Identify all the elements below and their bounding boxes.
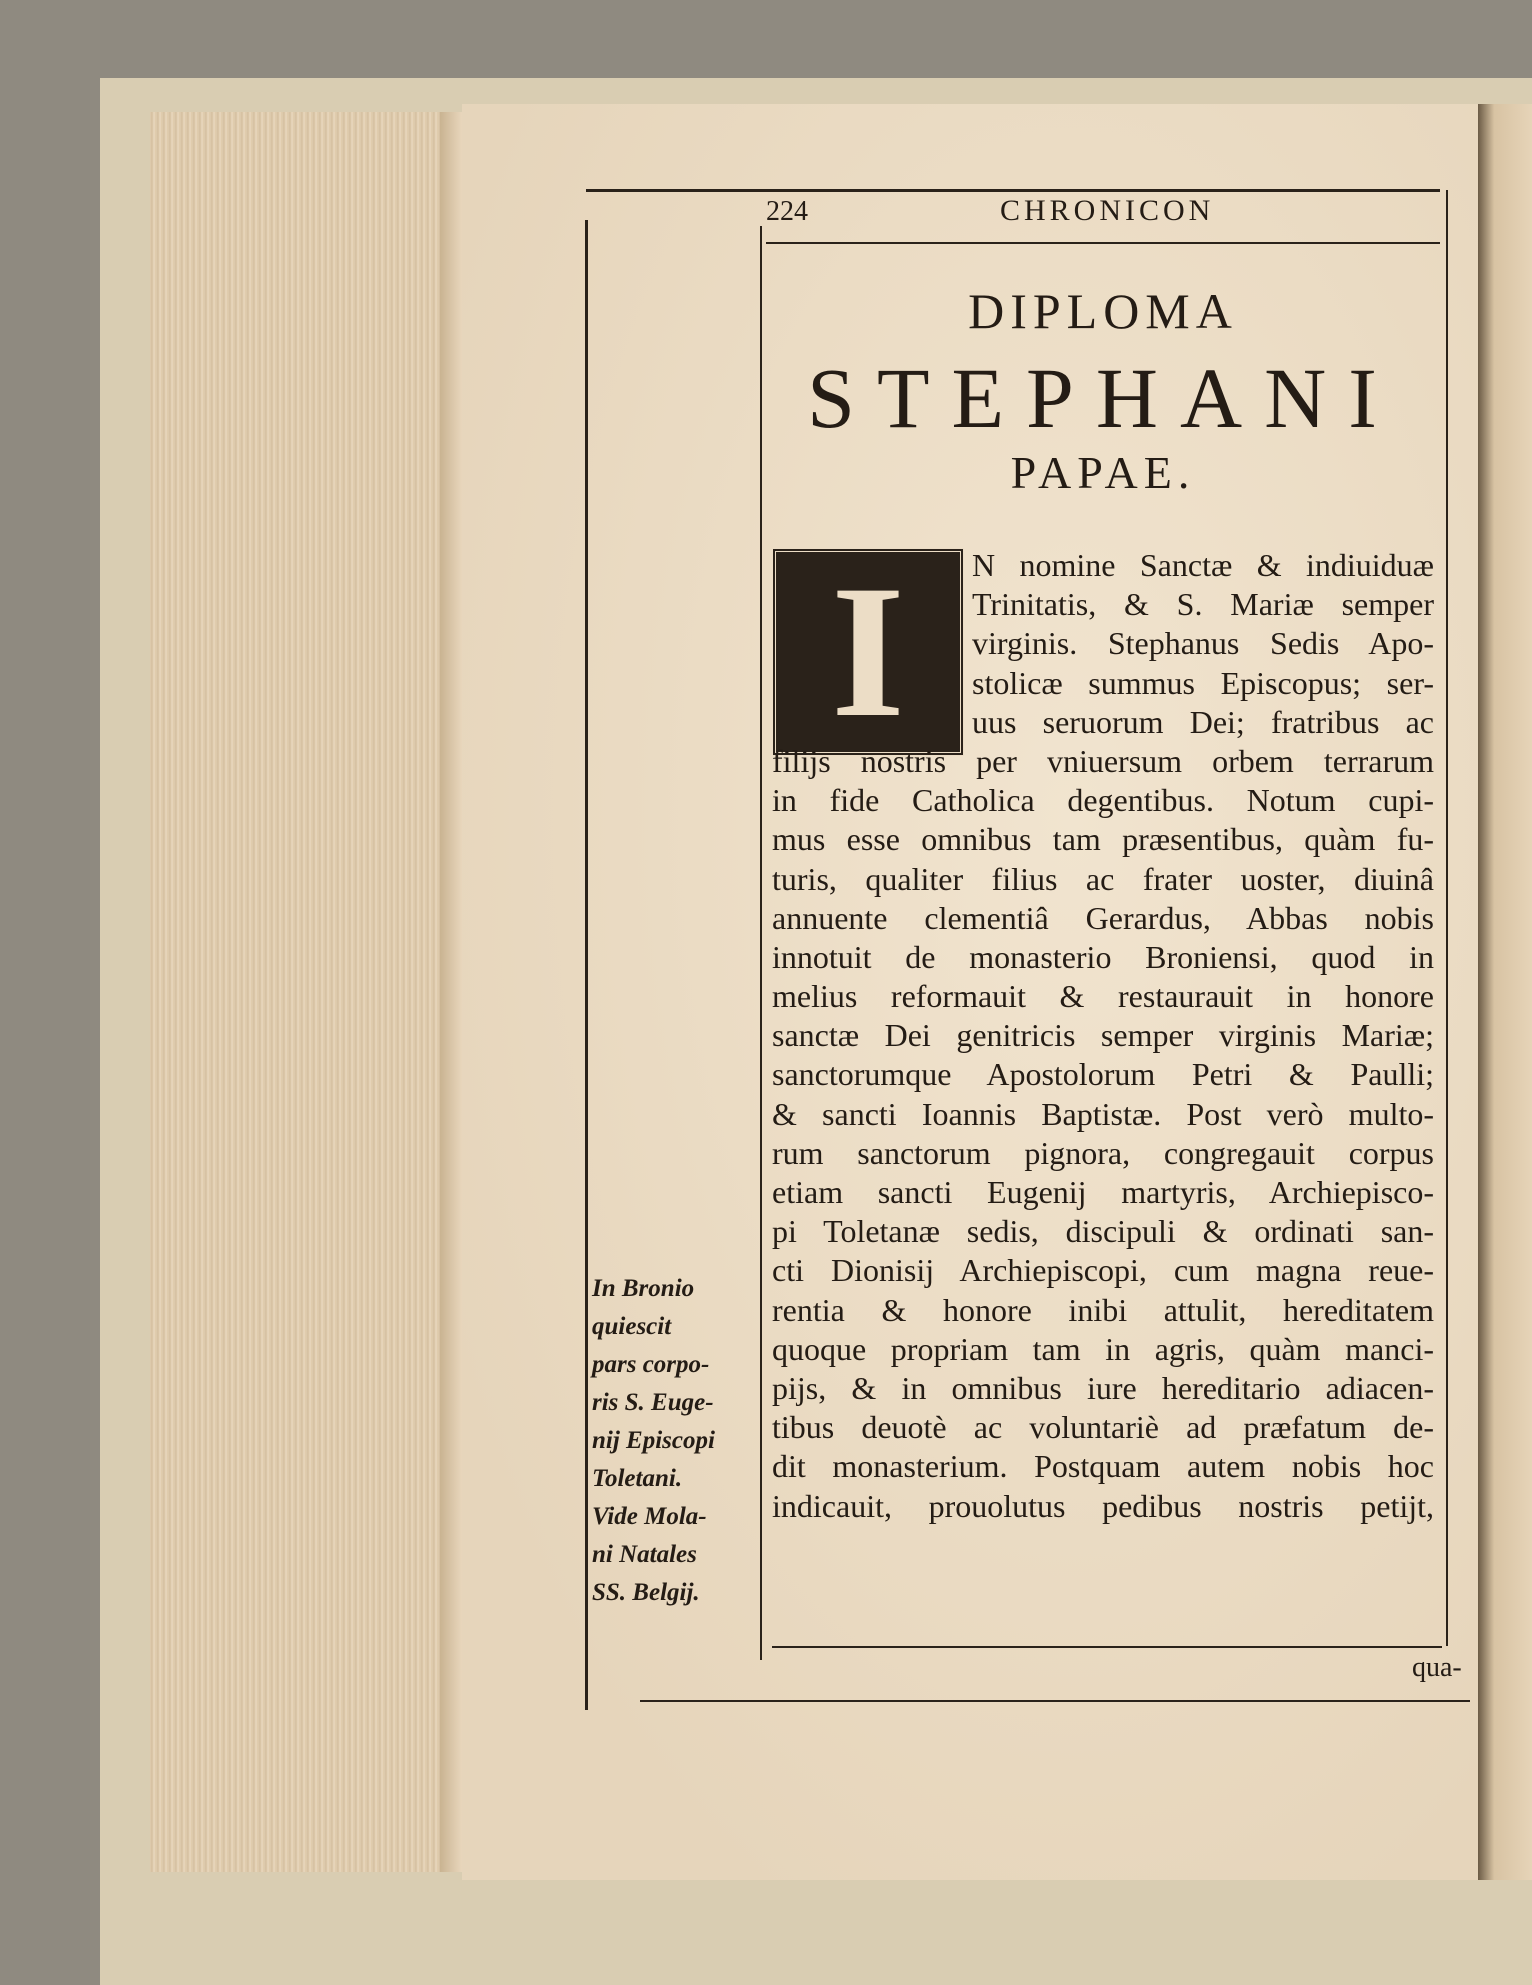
marginal-note-line: Vide Mola-	[592, 1503, 707, 1530]
marginal-note-line: SS. Belgij.	[592, 1579, 700, 1606]
bottom-rule	[772, 1646, 1442, 1648]
text-line: filijs nostris per vniuersum orbem terrarum	[772, 742, 1434, 779]
text-line: rum sanctorum pignora, congregauit corpus	[772, 1134, 1434, 1171]
marginal-note-line: ni Natales	[592, 1541, 697, 1568]
top-rule	[586, 189, 1440, 192]
text-line: sanctorumque Apostolorum Petri & Paulli;	[772, 1056, 1434, 1093]
marginal-note-line: pars corpo-	[592, 1351, 710, 1378]
header-rule	[766, 242, 1440, 244]
text-line: mus esse omnibus tam præsentibus, quàm fu-	[772, 821, 1434, 858]
marginal-note-line: quiescit	[592, 1313, 672, 1340]
text-line: pi Toletanæ sedis, discipuli & ordinati san-	[772, 1213, 1434, 1250]
text-line: & sancti Ioannis Baptistæ. Post verò multo-	[772, 1095, 1434, 1132]
text-line: pijs, & in omnibus iure hereditario adiacen-	[772, 1369, 1434, 1406]
running-head: CHRONICON	[1000, 194, 1215, 227]
text-line: rentia & honore inibi attulit, hereditatem	[772, 1291, 1434, 1328]
text-line: virginis. Stephanus Sedis Apo-	[972, 625, 1434, 662]
text-line: etiam sancti Eugenij martyris, Archiepisco-	[772, 1174, 1434, 1210]
body-text	[772, 546, 1434, 1526]
text-line: innotuit de monasterio Broniensi, quod in	[772, 938, 1434, 975]
text-line: turis, qualiter filius ac frater uoster, diuinâ	[772, 860, 1434, 897]
column-right-border	[1446, 190, 1448, 1646]
text-line: cti Dionisij Archiepiscopi, cum magna reue-	[772, 1252, 1434, 1289]
marginal-note-line: Toletani.	[592, 1465, 683, 1492]
text-line: tibus deuotè ac voluntariè ad præfatum de-	[772, 1409, 1434, 1446]
gutter-shadow	[440, 112, 462, 1872]
text-line: indicauit, prouolutus pedibus nostris petijt,	[772, 1487, 1434, 1524]
base-rule	[640, 1700, 1470, 1702]
marginal-note-line: nij Episcopi	[592, 1427, 715, 1454]
text-line: uus seruorum Dei; fratribus ac	[972, 703, 1434, 740]
text-line: N nomine Sanctæ & indiuiduæ	[972, 547, 1434, 583]
text-line: Trinitatis, & S. Mariæ semper	[972, 586, 1434, 623]
page-number: 224	[766, 196, 808, 227]
text-line: stolicæ summus Episcopus; ser-	[972, 664, 1434, 701]
text-line: annuente clementiâ Gerardus, Abbas nobis	[772, 899, 1434, 936]
page-edges	[150, 112, 460, 1872]
facing-page-edge	[1478, 104, 1532, 1880]
title-line-1: DIPLOMA	[968, 283, 1238, 339]
ornamental-initial: I	[772, 548, 964, 756]
title-line-2: STEPHANI	[807, 350, 1399, 446]
marginal-note-line: ris S. Euge-	[592, 1389, 714, 1416]
marginal-note-line: In Bronio	[592, 1275, 695, 1302]
outer-left-border	[585, 220, 588, 1710]
text-line: quoque propriam tam in agris, quàm manci-	[772, 1330, 1434, 1367]
title-line-3: PAPAE.	[1010, 447, 1196, 498]
text-line: dit monasterium. Postquam autem nobis hoc	[772, 1448, 1434, 1485]
text-line: melius reformauit & restaurauit in honore	[772, 978, 1434, 1015]
text-line: sanctæ Dei genitricis semper virginis Mariæ;	[772, 1017, 1434, 1054]
catchword: qua-	[1412, 1652, 1462, 1683]
text-line: in fide Catholica degentibus. Notum cupi-	[772, 782, 1434, 819]
marginal-note	[592, 1270, 762, 1612]
